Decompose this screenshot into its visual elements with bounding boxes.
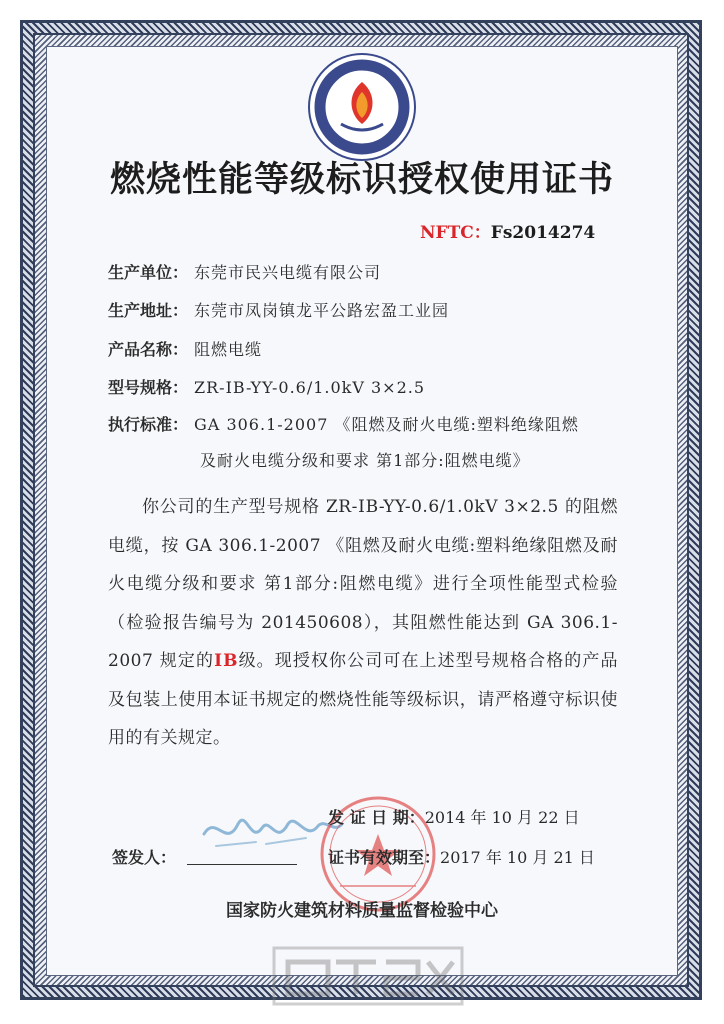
model-field — [108, 375, 425, 398]
field-value: 东莞市民兴电缆有限公司 — [194, 263, 382, 282]
certificate-title: 燃烧性能等级标识授权使用证书 — [109, 160, 614, 200]
valid-until-value: 2017 年 10 月 21 日 — [440, 848, 595, 867]
valid-until — [328, 845, 595, 868]
address-field — [108, 298, 449, 321]
valid-until-label: 证书有效期至： — [328, 848, 441, 867]
manufacturer-field — [108, 260, 381, 283]
standard-field — [108, 412, 579, 435]
signer-label: 签发人： — [112, 848, 177, 867]
issue-date-label: 发 证 日 期： — [328, 808, 425, 827]
field-value: 阻燃电缆 — [194, 340, 263, 359]
field-label: 产品名称： — [108, 340, 189, 359]
issue-date — [328, 805, 580, 828]
field-label: 生产单位： — [108, 263, 189, 282]
issuing-organization: 国家防火建筑材料质量监督检验中心 — [226, 901, 498, 921]
brand-watermark-logo — [268, 938, 468, 1012]
authorization-text — [108, 488, 618, 758]
body-text-part2: 级。现授权你公司可在上述型号规格合格的产品及包装上使用本证书规定的燃烧性能等级标识，请严格遵守标识使用的有关规定。 — [108, 651, 619, 748]
field-label: 型号规格： — [108, 378, 189, 397]
nftc-emblem-icon — [307, 52, 417, 162]
grade-value: ⅠB — [214, 651, 238, 671]
field-value: 东莞市凤岗镇龙平公路宏盈工业园 — [194, 301, 450, 320]
signature-line — [187, 864, 297, 865]
standard-field-continued: 及耐火电缆分级和要求 第1部分:阻燃电缆》 — [200, 451, 530, 470]
field-label: 生产地址： — [108, 301, 189, 320]
field-value: ZR-ⅠB-YY-0.6/1.0kV 3×2.5 — [194, 378, 426, 397]
body-text-part1: 你公司的生产型号规格 ZR-ⅠB-YY-0.6/1.0kV 3×2.5 的阻燃电缆，按 GA 306.1-2007 《阻燃及耐火电缆:塑料绝缘阻燃及耐火电缆分级和要求 第1部分:阻燃电缆》进行全项性能型式检验（检验报告编号为 201450608），其阻燃性能达到 GA 306.1-2007 规定的 — [108, 497, 618, 671]
field-label: 执行标准： — [108, 415, 189, 434]
nftc-number: Fs2014274 — [490, 223, 596, 243]
nftc-label: NFTC： — [420, 223, 491, 243]
issue-date-value: 2014 年 10 月 22 日 — [424, 808, 580, 827]
product-field — [108, 337, 262, 360]
field-value: GA 306.1-2007 《阻燃及耐火电缆:塑料绝缘阻燃 — [194, 415, 579, 434]
certificate-number — [420, 218, 595, 243]
